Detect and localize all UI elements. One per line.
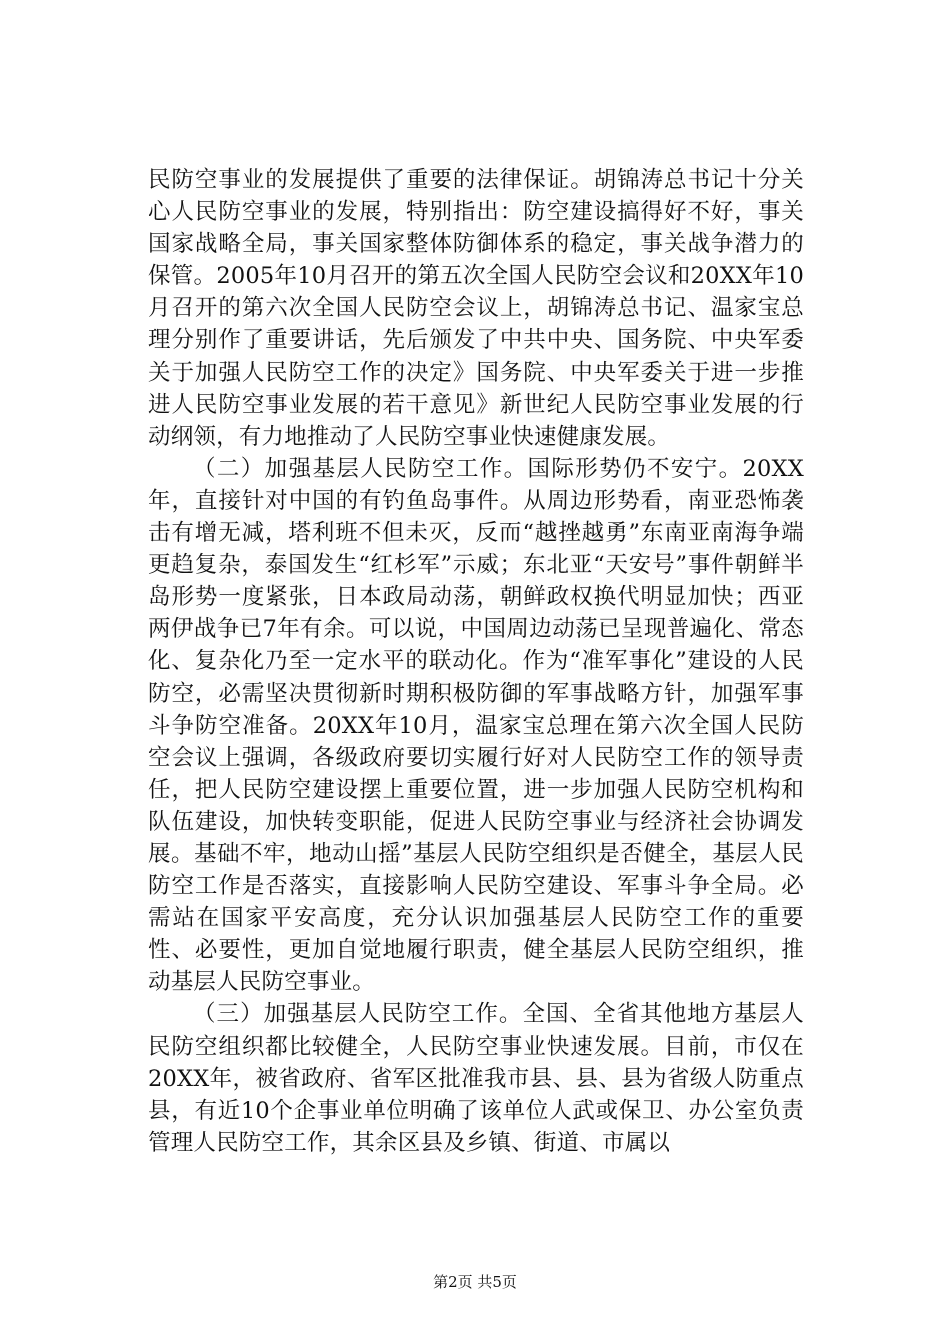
paragraph-section-2: （二）加强基层人民防空工作。国际形势仍不安宁。20XX年，直接针对中国的有钓鱼岛事件。从周边形势看，南亚恐怖袭击有增无减，塔利班不但未灭，反而“越挫越勇”东南亚南海争端更趋复杂，泰国发生“红杉军”示威；东北亚“天安号”事件朝鲜半岛形势一度紧张，日本政局动荡，朝鲜政权换代明显加快；西亚两伊战争已7年有余。可以说，中国周边动荡已呈现普遍化、常态化、复杂化乃至一定水平的联动化。作为“准军事化”建设的人民防空，必需坚决贯彻新时期积极防御的军事战略方针，加强军事斗争防空准备。20XX年10月，温家宝总理在第六次全国人民防空会议上强调，各级政府要切实履行好对人民防空工作的领导责任，把人民防空建设摆上重要位置，进一步加强人民防空机构和队伍建设，加快转变职能，促进人民防空事业与经济社会协调发展。基础不牢，地动山摇”基层人民防空组织是否健全，基层人民防空工作是否落实，直接影响人民防空建设、军事斗争全局。必需站在国家平安高度，充分认识加强基层人民防空工作的重要性、必要性，更加自觉地履行职责，健全基层人民防空组织，推动基层人民防空事业。 — [148, 455, 804, 996]
page-number-footer: 第2页 共5页 — [433, 1273, 517, 1291]
paragraph-continued: 民防空事业的发展提供了重要的法律保证。胡锦涛总书记十分关心人民防空事业的发展，特别指出：防空建设搞得好不好，事关国家战略全局，事关国家整体防御体系的稳定，事关战争潜力的保管。2005年10月召开的第五次全国人民防空会议和20XX年10月召开的第六次全国人民防空会议上，胡锦涛总书记、温家宝总理分别作了重要讲话，先后颁发了中共中央、国务院、中央军委关于加强人民防空工作的决定》国务院、中央军委关于进一步推进人民防空事业发展的若干意见》新世纪人民防空事业发展的行动纲领，有力地推动了人民防空事业快速健康发展。 — [148, 167, 804, 450]
paragraph-section-3: （三）加强基层人民防空工作。全国、全省其他地方基层人民防空组织都比较健全，人民防空事业快速发展。目前，市仅在20XX年，被省政府、省军区批准我市县、县、县为省级人防重点县，有近10个企事业单位明确了该单位人武或保卫、办公室负责管理人民防空工作，其余区县及乡镇、街道、市属以 — [148, 1001, 804, 1156]
document-body — [148, 164, 804, 1159]
